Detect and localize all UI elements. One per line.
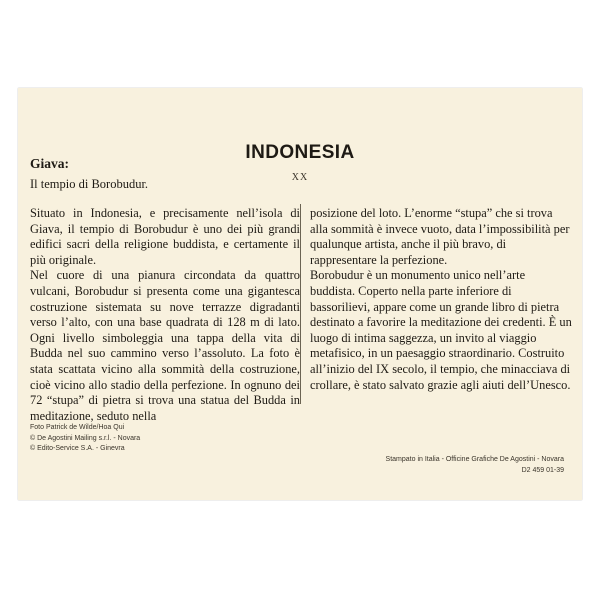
credit-line: © De Agostini Mailing s.r.l. - Novara (30, 434, 141, 442)
page-title: INDONESIA (245, 142, 355, 163)
text-column-right: posizione del loto. L’enorme “stupa” che si trova alla sommità è invece vuoto, data l’impossibilità per qualunque artista, anche il più bravo, di rappresentare la perfezione. Borobudur è un monumento unico nell’arte buddista. Coperto nella parte inferiore di bassorilievi, appare come un grande libro di pietra destinato a favorire la meditazione dei credenti. È un luogo di intima saggezza, un invito al viaggio metafisico, in un paesaggio straordinario. Costruito all’inizio del IX secolo, il tempio, che minacciava di crollare, è stato salvato grazie agli aiuti dell’Unesco. (310, 206, 572, 392)
printer-info (386, 455, 564, 476)
region-heading: Giava: (30, 156, 69, 171)
card-code: D2 459 01-39 (521, 466, 564, 474)
postcard-back (18, 88, 582, 500)
text-column-left: Situato in Indonesia, e precisamente nell’isola di Giava, il tempio di Borobudur è uno dei più grandi edifici sacri della religione buddista, e certamente il più originale. Nel cuore di una pianura circondata da quattro vulcani, Borobudur si presenta come una gigantesca costruzione sistemata su nove terrazze digradanti verso l’alto, con una base quadrata di 128 m di lato. Ogni livello simboleggia una tappa della vita di Budda nel suo cammino verso l’assoluto. La foto è stata scattata vicino alla sommità della costruzione, cioè vicino allo stadio della perfezione. In ognuno dei 72 “stupa” di pietra si trova una statua del Budda in meditazione, seduto nella (30, 206, 300, 423)
card-number: XX (291, 172, 309, 183)
photo-credits (30, 423, 140, 455)
printer-line: Stampato in Italia - Officine Grafiche De Agostini - Novara (385, 456, 564, 463)
column-divider (300, 204, 301, 404)
credit-line: © Edito-Service S.A. - Ginevra (30, 445, 125, 452)
credit-line: Foto Patrick de Wilde/Hoa Qui (30, 424, 125, 431)
subtitle: Il tempio di Borobudur. (30, 177, 149, 191)
